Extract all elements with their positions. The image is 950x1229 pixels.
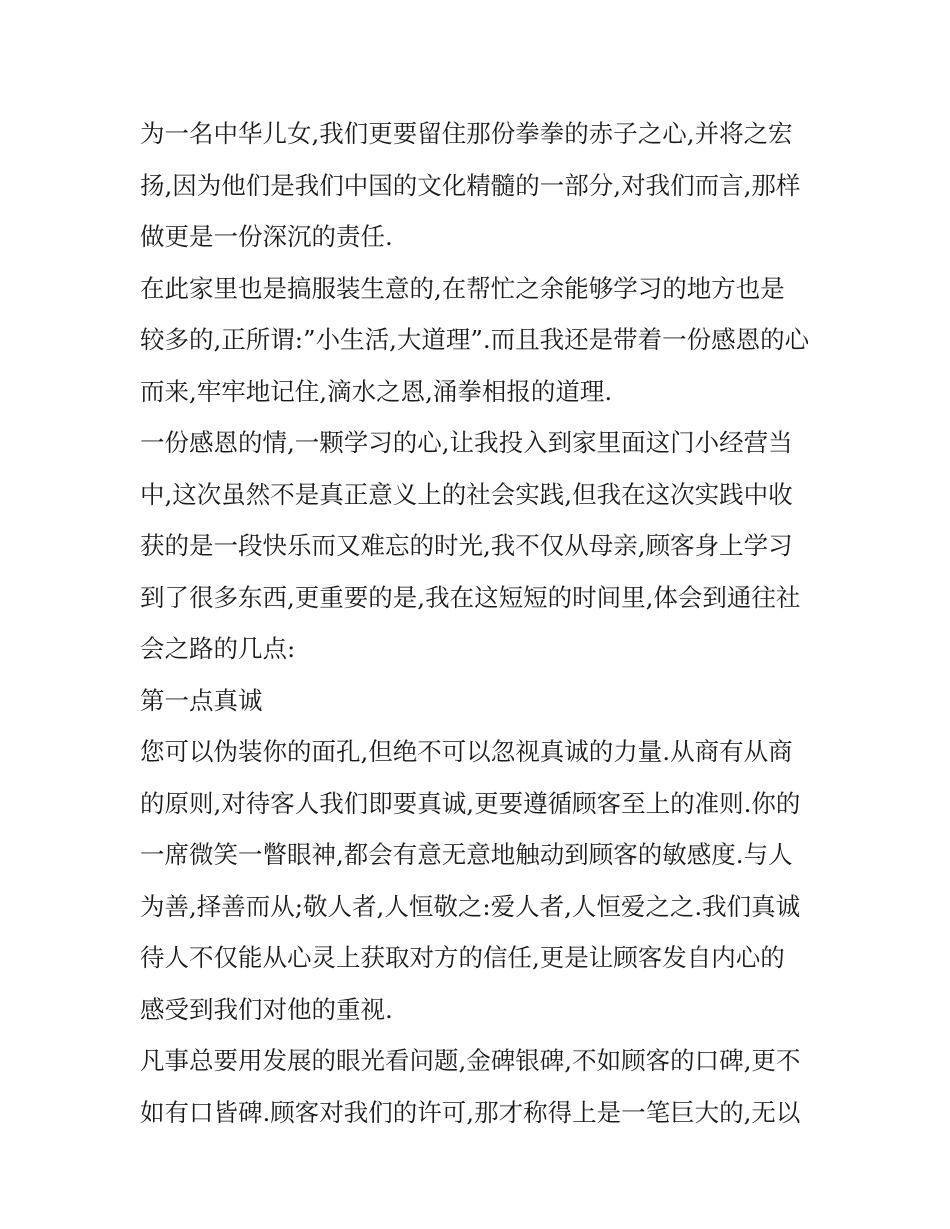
text-line: 在此家里也是搞服装生意的,在帮忙之余能够学习的地方也是 — [140, 273, 785, 303]
text-line: 会之路的几点: — [140, 634, 296, 663]
text-line: 的原则,对待客人我们即要真诚,更要遵循顾客至上的准则.你的 — [140, 788, 801, 818]
text-line: 感受到我们对他的重视. — [140, 994, 393, 1024]
text-line: 凡事总要用发展的眼光看问题,金碑银碑,不如顾客的口碑,更不 — [140, 1046, 801, 1075]
text-line: 为一名中华儿女,我们更要留住那份拳拳的赤子之心,并将之宏 — [140, 119, 793, 148]
text-line: 到了很多东西,更重要的是,我在这短短的时间里,体会到通往社 — [140, 582, 801, 612]
text-line: 一份感恩的情,一颗学习的心,让我投入到家里面这门小经营当 — [140, 428, 793, 457]
text-line: 做更是一份深沉的责任. — [140, 222, 393, 251]
section-heading: 第一点真诚 — [140, 685, 263, 715]
text-line: 待人不仅能从心灵上获取对方的信任,更是让顾客发自内心的 — [140, 943, 785, 972]
text-line: 如有口皆碑.顾客对我们的许可,那才称得上是一笔巨大的,无以 — [140, 1097, 801, 1127]
text-line: 为善,择善而从;敬人者,人恒敬之:爱人者,人恒爱之之.我们真诚 — [140, 891, 801, 921]
text-line: 中,这次虽然不是真正意义上的社会实践,但我在这次实践中收 — [140, 479, 793, 509]
text-line: 获的是一段快乐而又难忘的时光,我不仅从母亲,顾客身上学习 — [140, 531, 793, 560]
text-line: 较多的,正所谓:”小生活,大道理”.而且我还是带着一份感恩的心 — [140, 325, 810, 354]
text-line: 扬,因为他们是我们中国的文化精髓的一部分,对我们而言,那样 — [140, 170, 801, 200]
text-line: 而来,牢牢地记住,滴水之恩,涌拳相报的道理. — [140, 376, 613, 406]
document-body — [140, 108, 810, 1138]
text-line: 一席微笑一瞥眼神,都会有意无意地触动到顾客的敏感度.与人 — [140, 840, 793, 869]
text-line: 您可以伪装你的面孔,但绝不可以忽视真诚的力量.从商有从商 — [140, 737, 793, 766]
